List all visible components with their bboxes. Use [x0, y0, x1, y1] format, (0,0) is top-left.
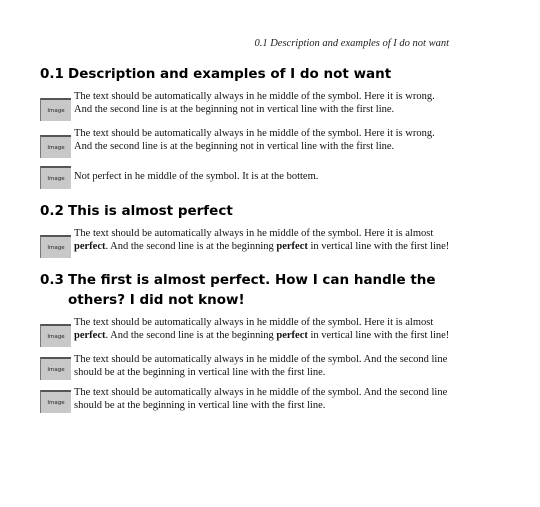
- image-placeholder: [40, 135, 71, 158]
- paragraph-text: The text should be automatically always in he middle of the symbol. Here it is wrong. And the second line is at the beginning not in vertical line with the first line.: [74, 128, 435, 152]
- section-title-text: Description and examples of I do not want: [68, 66, 392, 82]
- running-head: 0.1 Description and examples of I do not want: [254, 38, 449, 49]
- image-label: Image: [47, 244, 65, 251]
- list-item: [40, 127, 452, 158]
- paragraph: [74, 127, 452, 153]
- image-label: Image: [47, 399, 65, 406]
- section-number: 0.3: [40, 272, 64, 288]
- image-placeholder: [40, 357, 71, 380]
- paragraph-text: The text should be automatically always in he middle of the symbol. And the second line should be at the beginning in vertical line with the first line.: [74, 354, 448, 378]
- section-heading: [40, 270, 452, 310]
- section-0-1: [40, 64, 452, 189]
- image-placeholder: [40, 98, 71, 121]
- document-body: [40, 64, 452, 421]
- paragraph-text: in vertical line with the first line!: [307, 330, 450, 341]
- image-placeholder: [40, 390, 71, 413]
- section-0-2: [40, 201, 452, 258]
- list-item: [40, 164, 452, 189]
- list-item: [40, 316, 452, 347]
- section-heading: [40, 201, 452, 221]
- emphasis: perfect: [276, 330, 308, 341]
- emphasis: perfect: [276, 241, 308, 252]
- paragraph: [74, 164, 452, 183]
- paragraph: [74, 386, 452, 412]
- section-number: 0.2: [40, 203, 64, 219]
- image-label: Image: [47, 366, 65, 373]
- paragraph-text: The text should be automatically always in he middle of the symbol. Here it is almost: [74, 317, 434, 328]
- emphasis: perfect: [74, 241, 106, 252]
- section-title-text: This is almost perfect: [68, 203, 233, 219]
- image-placeholder: [40, 166, 71, 189]
- section-heading: [40, 64, 452, 84]
- section-number: 0.1: [40, 66, 64, 82]
- section-title-text: The first is almost perfect. How I can handle the others? I did not know!: [68, 272, 436, 308]
- paragraph-text: Not perfect in he middle of the symbol. It is at the bottem.: [74, 171, 319, 182]
- paragraph: [74, 227, 452, 253]
- image-placeholder: [40, 324, 71, 347]
- image-label: Image: [47, 144, 65, 151]
- paragraph: [74, 353, 452, 379]
- paragraph: [74, 90, 452, 116]
- image-placeholder: [40, 235, 71, 258]
- list-item: [40, 353, 452, 380]
- paragraph-text: The text should be automatically always in he middle of the symbol. Here it is almost: [74, 228, 434, 239]
- list-item: [40, 227, 452, 258]
- paragraph-text: . And the second line is at the beginning: [105, 241, 277, 252]
- section-0-3: [40, 270, 452, 413]
- image-label: Image: [47, 333, 65, 340]
- image-label: Image: [47, 175, 65, 182]
- emphasis: perfect: [74, 330, 106, 341]
- paragraph-text: The text should be automatically always in he middle of the symbol. And the second line should be at the beginning in vertical line with the first line.: [74, 387, 448, 411]
- paragraph: [74, 316, 452, 342]
- list-item: [40, 90, 452, 121]
- paragraph-text: . And the second line is at the beginning: [105, 330, 277, 341]
- list-item: [40, 386, 452, 413]
- image-label: Image: [47, 107, 65, 114]
- paragraph-text: The text should be automatically always in he middle of the symbol. Here it is wrong. And the second line is at the beginning not in vertical line with the first line.: [74, 91, 435, 115]
- paragraph-text: in vertical line with the first line!: [307, 241, 450, 252]
